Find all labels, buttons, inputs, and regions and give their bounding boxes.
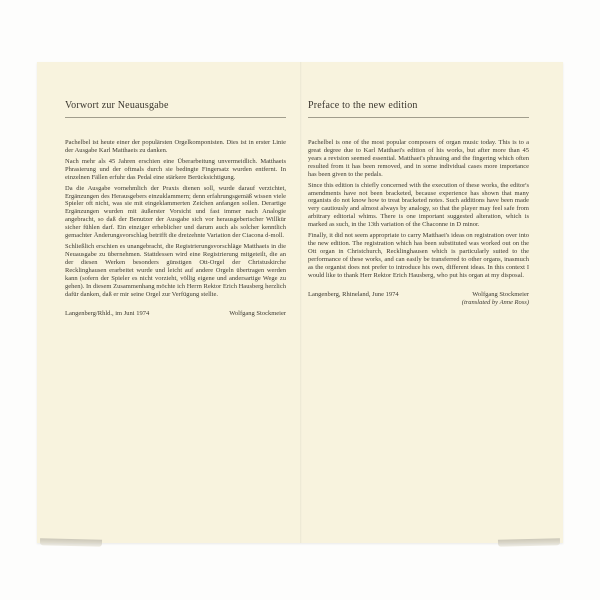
- title-rule: [308, 117, 529, 118]
- page-title-english: Preface to the new edition: [308, 100, 418, 111]
- paragraph: Pachelbel is one of the most popular composers of organ music today. This is to a great degree due to Karl Matthaei's edition of his works, but after more than 45 years a revision seemed essential. Matthaei's phrasing and the fingering which often resulted from it has been removed, and in some individual cases more importance has been given to the pedals.: [308, 139, 529, 178]
- place-date: Langenberg/Rhld., im Juni 1974: [65, 309, 150, 317]
- author-signature: Wolfgang Stockmeier: [472, 290, 529, 298]
- book-spread: [37, 62, 563, 543]
- signature-row: [65, 310, 286, 317]
- place-date: Langenberg, Rhineland, June 1974: [308, 290, 399, 298]
- paragraph: Da die Ausgabe vornehmlich der Praxis dienen soll, wurde darauf verzichtet, Ergänzungen des Herausgebers einzuklammern; denn erfahrungsgemäß wissen viele Spieler oft nicht, was sie mit eingeklammerten Zeichen anfangen sollen. Derartige Ergänzungen wurden mit äußerster Vorsicht und fast immer nach Analogie angebracht, so daß der Benutzer der Ausgabe sich vor herausgeberischer Willkür sicher fühlen darf. Ein einziger erheblicher und darum auch als solcher kenntlich gemachter Änderungsvorschlag betrifft die dreizehnte Variation der Ciacona d-moll.: [65, 184, 286, 240]
- page-edge-shadow-left: [40, 538, 102, 547]
- paragraph: Since this edition is chiefly concerned with the execution of these works, the editor's amendments have not been bracketed, because experience has shown that many organists do not know how to treat bracketed notes. Such additions have been made very cautiously and almost always by analogy, so that the player may feel safe from arbitrary editorial whims. There is one important suggested alteration, which is marked as such, in the 13th variation of the Chaconne in D minor.: [308, 181, 529, 229]
- signature-row: [308, 291, 529, 298]
- page-title-german: Vorwort zur Neuausgabe: [65, 100, 169, 111]
- paragraph: Pachelbel ist heute einer der populärsten Orgelkomponisten. Dies ist in erster Linie der Ausgabe Karl Matthaeis zu danken.: [65, 139, 286, 154]
- page-left: [37, 62, 300, 543]
- author-signature: Wolfgang Stockmeier: [229, 309, 286, 317]
- paragraph: Finally, it did not seem appropriate to carry Matthaei's ideas on registration over into the new edition. The registration which has been substituted was worked out on the Ott organ in Christchurch, Recklinghausen which is particularly suited to the performance of these works, and can easily be transferred to other organs, inasmuch as the organist does not prefer to introduce his own, different ideas. In this context I would like to thank Herr Rektor Erich Hausberg, who put his organ at my disposal.: [308, 232, 529, 279]
- page-edge-shadow-right: [498, 538, 560, 547]
- page-gutter: [300, 62, 302, 543]
- title-rule: [65, 117, 286, 118]
- paragraph: Schließlich erschien es unangebracht, die Registrierungsvorschläge Matthaeis in die Neuausgabe zu übernehmen. Stattdessen wird eine Registrierung mitgeteilt, die an der diesen Werken besonders günstigen Ott-Orgel der Christuskirche Recklinghausen erarbeitet wurde und leicht auf andere Orgeln übertragen werden kann (sofern der Spieler es nicht vorzieht, völlig eigene und andersartige Wege zu gehen). In diesem Zusammenhang möchte ich Herrn Rektor Erich Hausberg herzlich dafür danken, daß er mir seine Orgel zur Verfügung stellte.: [65, 243, 286, 298]
- paragraph: Nach mehr als 45 Jahren erschien eine Überarbeitung unvermeidlich. Matthaeis Phrasierung und der oftmals durch sie bedingte Fingersatz wurden entfernt. In einzelnen Fällen erfuhr das Pedal eine stärkere Berücksichtigung.: [65, 157, 286, 181]
- translator-note: (translated by Anne Ross): [461, 298, 529, 306]
- page-right: [300, 62, 563, 543]
